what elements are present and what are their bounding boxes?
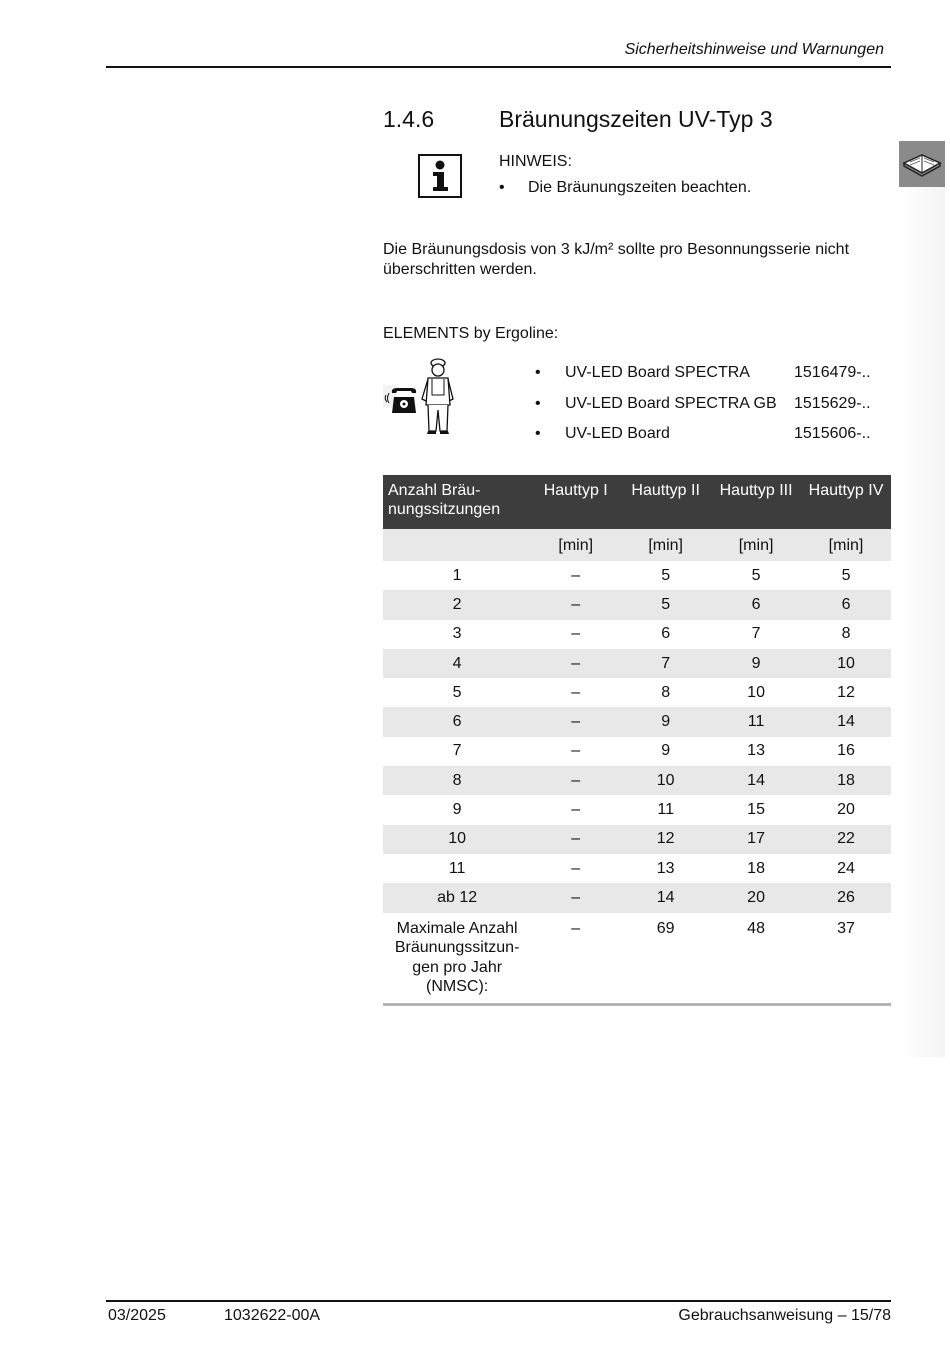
note-item [499,179,751,197]
table-cell: 5 [452,683,462,701]
table-cell: 6 [383,707,531,736]
unit-row [383,529,891,561]
table-cell: 11 [711,707,801,736]
table-row [383,620,891,649]
column-header: Hauttyp III [711,475,801,529]
column-header: Hauttyp II [620,475,711,529]
page-header-title: Sicherheitshinweise und Warnungen [624,41,884,58]
table-row [383,766,891,795]
table-cell: Maximale Anzahl Bräunungssitzun- gen pro Jahr (NMSC): [394,919,520,996]
table-cell: 10 [383,825,531,854]
table-header-row [383,475,891,529]
table-cell: 14 [620,883,711,912]
note-title: HINWEIS: [499,153,572,170]
table-cell: 10 [747,683,765,701]
tanning-times-table [383,475,891,1006]
table-cell: 9 [711,649,801,678]
table-cell: 5 [751,566,761,584]
list-item [535,358,891,389]
table-row [383,883,891,912]
table-cell: 9 [452,801,462,819]
table-cell: – [531,590,620,619]
table-cell: 69 [656,919,675,937]
table-cell: 5 [620,590,711,619]
table-cell: – [571,625,581,643]
dose-paragraph: Die Bräunungsdosis von 3 kJ/m² sollte pro Besonnungsserie nicht überschritten werden. [383,241,850,278]
parts-list [535,358,891,450]
section-number: 1.4.6 [383,106,435,132]
footer-page-number: Gebrauchsanweisung – 15/78 [678,1307,891,1324]
table-cell: 3 [452,625,462,643]
table-cell: 20 [711,883,801,912]
table-cell: 11 [448,859,466,877]
table-cell: 48 [747,919,765,937]
table-cell: 10 [801,649,891,678]
table-cell: 14 [801,707,891,736]
table-cell: 14 [711,766,801,795]
table-cell: – [571,859,581,877]
section-heading [383,106,773,133]
table-cell: 11 [657,801,674,819]
bullet: • [499,179,505,196]
table-cell: 6 [661,625,671,643]
table-cell: 17 [711,825,801,854]
table-row [383,825,891,854]
table-cell: 12 [837,683,855,701]
table-cell: – [571,566,581,584]
elements-title: ELEMENTS by Ergoline: [383,325,559,342]
table-cell: – [531,883,620,912]
section-title: Bräunungszeiten UV-Typ 3 [499,106,773,132]
table-cell: 13 [747,742,765,760]
table-cell: 13 [656,859,675,877]
table-cell: 5 [841,566,851,584]
table-cell: – [571,919,581,937]
table-cell: 24 [837,859,855,877]
header-rule [106,66,891,68]
table-cell: 6 [801,590,891,619]
table-cell: – [571,742,581,760]
list-item [535,389,891,420]
table-cell: 4 [383,649,531,678]
table-cell: 12 [620,825,711,854]
table-cell: 7 [620,649,711,678]
table-cell: 1 [452,566,462,584]
table-row [383,561,891,590]
table-cell: 15 [747,801,765,819]
table-cell: [min] [531,529,620,561]
footer-date: 03/2025 [108,1307,166,1324]
table-row [383,590,891,619]
table-cell: 18 [801,766,891,795]
book-icon [902,151,942,177]
table-cell: 16 [837,742,855,760]
note-item-text: Die Bräunungszeiten beachten. [528,179,752,196]
table-cell: – [571,801,581,819]
table-cell: ab 12 [383,883,531,912]
table-row [383,795,891,824]
table-cell: 10 [620,766,711,795]
table-row [383,649,891,678]
table-cell: [min] [801,529,891,561]
table-cell: [min] [620,529,711,561]
table-row [383,678,891,707]
bullet: • [535,394,541,412]
column-header: Hauttyp IV [801,475,891,529]
table-cell: – [531,707,620,736]
table-cell: 37 [837,919,855,937]
table-cell: 9 [661,742,671,760]
table-cell: 22 [801,825,891,854]
table-cell: 8 [383,766,531,795]
table-cell: 2 [383,590,531,619]
part-name: UV-LED Board SPECTRA [565,364,750,382]
table-cell: 6 [711,590,801,619]
table-cell: 7 [452,742,462,760]
table-cell: 7 [751,625,761,643]
table-cell: 8 [841,625,851,643]
table-cell: 20 [837,801,855,819]
chapter-tab [899,141,945,187]
part-name: UV-LED Board [565,425,670,443]
table-cell: – [531,649,620,678]
part-number: 1516479-.. [794,364,871,382]
footer-rule [106,1300,891,1302]
table-cell [383,529,531,561]
table-row [383,854,891,883]
table-cell: 18 [747,859,765,877]
table-cell: 9 [620,707,711,736]
column-header: Anzahl Bräu- nungssitzungen [383,475,531,529]
part-number: 1515606-.. [794,425,871,443]
table-cell: [min] [711,529,801,561]
part-number: 1515629-.. [794,394,871,412]
service-technician-icon [383,355,463,437]
bullet: • [535,425,541,443]
table-row [383,737,891,766]
column-header: Hauttyp I [531,475,620,529]
side-margin-strip [899,187,945,1057]
table-row [383,707,891,736]
table-cell: – [531,766,620,795]
table-cell: 8 [661,683,671,701]
table-cell: – [571,683,581,701]
bullet: • [535,364,541,382]
table-cell: 26 [801,883,891,912]
footer-document-number: 1032622-00A [224,1307,321,1324]
table-cell: – [531,825,620,854]
list-item [535,419,891,450]
part-name: UV-LED Board SPECTRA GB [565,394,777,412]
info-icon [418,154,462,198]
table-row-max-sessions [383,913,891,1005]
table-cell: 5 [661,566,671,584]
